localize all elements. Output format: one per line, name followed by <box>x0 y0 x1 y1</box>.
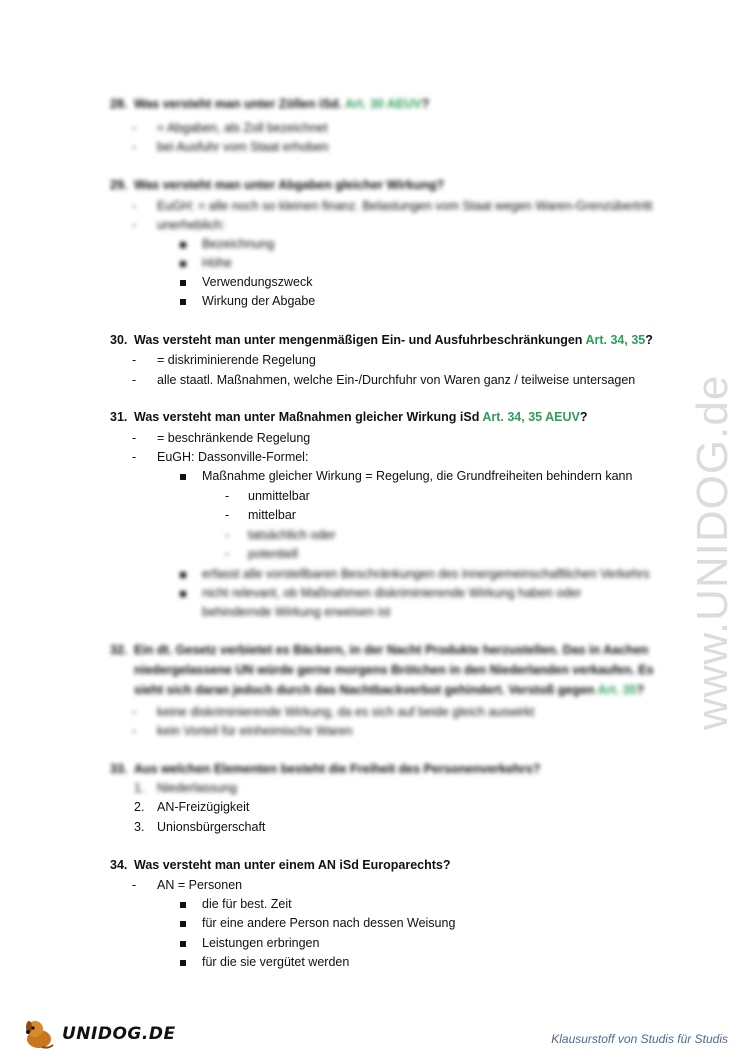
document-page: www.UNIDOG.de 28. Was versteht man unter Zöllen iSd. Art. 30 AEUV? - = Abgaben, als Zoll bezeichnet - bei Ausfuhr vom Staat erhoben 29. Was versteht man unter Abgaben gleicher Wirkung? - EuGH: = alle noch so kleinen finanz. Belastungen vom Staat wegen Waren-Grenzübertritt - unerheblich: Bezeichnung Höhe Verwendungszweck Wirkung der Abgabe 30. Was versteht man unter mengenmäßigen Ein- und Ausfuhrbeschränkungen Art. 34, 35? - = diskriminierende Regelung - alle staatl. Maßnahmen, welche Ein-/Durchfuhr von Waren ganz / teilweise untersagen 31. Was versteht man unter Maßnahmen gleicher Wirkung iSd Art. 34, 35 AEUV? - = beschränkende Regelung - EuGH: Dassonville-Formel: Maßnahme gleicher Wirkung = Regelung, die Grundfreiheiten behindern kann - unmittelbar - mittelbar - tatsächlich oder - potentiell erfasst alle vorstellbaren Beschränkungen des innergemeinschaftlichen Verkehrs nicht relevant, ob Maßnahmen diskriminierende Wirkung haben oder behindernde Wirkung erweisen ist 32. Ein dt. Gesetz verbietet es Bäckern, in der Nacht Produkte herzustellen. Das in Aachen niedergelassene UN würde gerne morgens Brötchen in den Niederlanden verkaufen. Es sieht sich daran jedoch durch das Nachtbackverbot gehindert. Verstoß gegen Art. 35? - keine diskriminierende Wirkung, da es sich auf beide gleich auswirkt - kein Vorteil für einheimische Waren 33. Aus welchen Elementen besteht die Freiheit des Personenverkehrs? 1. Niederlassung 2. AN-Freizügigkeit 3. Unionsbürgerschaft 34. Was versteht man unter einem AN iSd Europarechts? - AN = Personen die für best. Zeit für eine andere Person nach dessen Weisung Leistungen erbringen für die sie vergütet werden UNIDOG.DE Klausurstoff von Studis für Studis <box>0 0 750 1060</box>
question-28-title: 28. Was versteht man unter Zöllen iSd. Art. 30 AEUV? <box>110 97 430 111</box>
list-item: nicht relevant, ob Maßnahmen diskriminierende Wirkung haben oder <box>202 586 582 600</box>
footer-tagline: Klausurstoff von Studis für Studis <box>551 1032 728 1046</box>
list-item: = beschränkende Regelung <box>157 431 311 445</box>
question-30-title: 30. Was versteht man unter mengenmäßigen Ein- und Ausfuhrbeschränkungen Art. 34, 35? <box>110 333 653 347</box>
watermark: www.UNIDOG.de <box>688 374 737 730</box>
bullet-square <box>180 242 186 248</box>
list-item: für die sie vergütet werden <box>202 955 350 969</box>
unidog-logo <box>22 1016 176 1052</box>
list-item: kein Vorteil für einheimische Waren <box>157 724 353 738</box>
bullet-square <box>180 921 186 927</box>
list-item: = diskriminierende Regelung <box>157 353 316 367</box>
question-32-title: 32. Ein dt. Gesetz verbietet es Bäckern, in der Nacht Produkte herzustellen. Das in Aachen <box>110 643 649 657</box>
list-item: Bezeichnung <box>202 237 275 251</box>
list-item: keine diskriminierende Wirkung, da es sich auf beide gleich auswirkt <box>157 705 535 719</box>
list-item: potentiell <box>248 547 299 561</box>
list-item: mittelbar <box>248 508 296 522</box>
list-item: Höhe <box>202 256 232 270</box>
list-item: Unionsbürgerschaft <box>157 820 266 834</box>
list-item: EuGH: = alle noch so kleinen finanz. Belastungen vom Staat wegen Waren-Grenzübertritt <box>157 199 653 213</box>
list-item: EuGH: Dassonville-Formel: <box>157 450 309 464</box>
list-item: AN = Personen <box>157 878 243 892</box>
list-item: Verwendungszweck <box>202 275 313 289</box>
question-33-title: 33. Aus welchen Elementen besteht die Freiheit des Personenverkehrs? <box>110 762 541 776</box>
question-32-line-2: niedergelassene UN würde gerne morgens Brötchen in den Niederlanden verkaufen. Es <box>134 663 654 677</box>
bullet-square <box>180 280 186 286</box>
list-item: tatsächlich oder <box>248 528 336 542</box>
question-32-line-3: sieht sich daran jedoch durch das Nachtbackverbot gehindert. Verstoß gegen Art. 35? <box>134 683 645 697</box>
list-item: unmittelbar <box>248 489 310 503</box>
bullet-square <box>180 591 186 597</box>
question-31-title: 31. Was versteht man unter Maßnahmen gleicher Wirkung iSd Art. 34, 35 AEUV? <box>110 410 588 424</box>
list-item: Leistungen erbringen <box>202 936 320 950</box>
list-item: die für best. Zeit <box>202 897 292 911</box>
question-29-title: 29. Was versteht man unter Abgaben gleicher Wirkung? <box>110 178 445 192</box>
list-item: = Abgaben, als Zoll bezeichnet <box>157 121 328 135</box>
bullet-square <box>180 941 186 947</box>
list-item: unerheblich: <box>157 218 226 232</box>
bullet-square <box>180 902 186 908</box>
list-item: erfasst alle vorstellbaren Beschränkungen des innergemeinschaftlichen Verkehrs <box>202 567 650 581</box>
bullet-square <box>180 572 186 578</box>
dog-icon <box>22 1017 56 1051</box>
bullet-square <box>180 261 186 267</box>
logo-text: UNIDOG.DE <box>62 1024 176 1044</box>
bullet-square <box>180 299 186 305</box>
list-item: Wirkung der Abgabe <box>202 294 316 308</box>
question-34-title: 34. Was versteht man unter einem AN iSd Europarechts? <box>110 858 451 872</box>
list-item: Niederlassung <box>157 781 237 795</box>
list-item: AN-Freizügigkeit <box>157 800 250 814</box>
bullet-square <box>180 960 186 966</box>
list-item: bei Ausfuhr vom Staat erhoben <box>157 140 329 154</box>
list-item: für eine andere Person nach dessen Weisung <box>202 916 456 930</box>
list-item: alle staatl. Maßnahmen, welche Ein-/Durchfuhr von Waren ganz / teilweise untersagen <box>157 373 636 387</box>
bullet-square <box>180 474 186 480</box>
list-item: behindernde Wirkung erweisen ist <box>202 605 391 619</box>
list-item: Maßnahme gleicher Wirkung = Regelung, die Grundfreiheiten behindern kann <box>202 469 633 483</box>
